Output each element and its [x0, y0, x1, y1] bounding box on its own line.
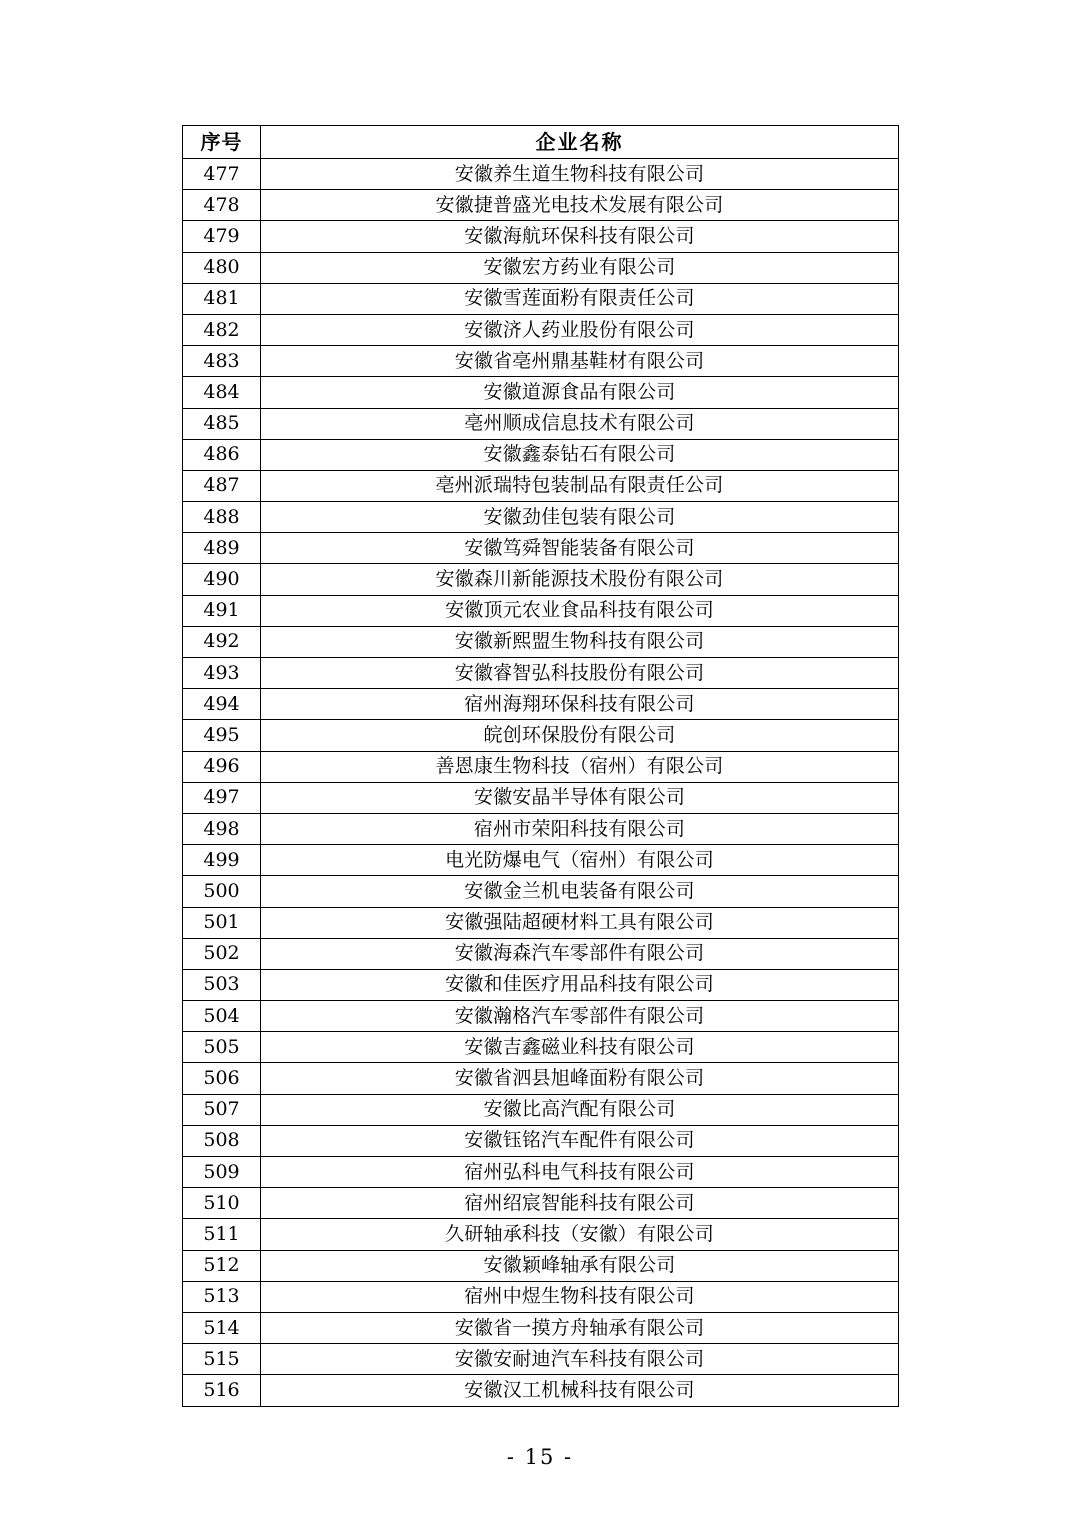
table-row: [183, 1063, 899, 1094]
cell-enterprise-name: 安徽金兰机电装备有限公司: [261, 876, 899, 907]
cell-enterprise-name: 安徽道源食品有限公司: [261, 377, 899, 408]
cell-enterprise-name: 安徽省亳州鼎基鞋材有限公司: [261, 346, 899, 377]
cell-index: 498: [183, 813, 261, 844]
cell-index: 487: [183, 470, 261, 501]
cell-enterprise-name: 安徽吉鑫磁业科技有限公司: [261, 1032, 899, 1063]
column-header-enterprise-name: 企业名称: [261, 126, 899, 159]
cell-enterprise-name: 安徽比高汽配有限公司: [261, 1094, 899, 1125]
cell-index: 506: [183, 1063, 261, 1094]
cell-index: 491: [183, 595, 261, 626]
table-row: [183, 751, 899, 782]
cell-enterprise-name: 电光防爆电气（宿州）有限公司: [261, 845, 899, 876]
cell-enterprise-name: 安徽和佳医疗用品科技有限公司: [261, 969, 899, 1000]
table-row: [183, 1219, 899, 1250]
table-row: [183, 1094, 899, 1125]
table-row: [183, 190, 899, 221]
cell-enterprise-name: 安徽鑫泰钻石有限公司: [261, 439, 899, 470]
cell-index: 479: [183, 221, 261, 252]
cell-index: 492: [183, 626, 261, 657]
cell-enterprise-name: 宿州弘科电气科技有限公司: [261, 1157, 899, 1188]
cell-index: 502: [183, 938, 261, 969]
table-row: [183, 314, 899, 345]
cell-enterprise-name: 安徽省一摸方舟轴承有限公司: [261, 1312, 899, 1343]
table-row: [183, 969, 899, 1000]
cell-enterprise-name: 安徽海森汽车零部件有限公司: [261, 938, 899, 969]
cell-index: 510: [183, 1188, 261, 1219]
cell-enterprise-name: 安徽颖峰轴承有限公司: [261, 1250, 899, 1281]
cell-enterprise-name: 宿州海翔环保科技有限公司: [261, 689, 899, 720]
enterprise-list-table-container: [182, 125, 898, 1407]
cell-index: 497: [183, 782, 261, 813]
table-row: [183, 252, 899, 283]
cell-index: 513: [183, 1281, 261, 1312]
cell-enterprise-name: 安徽捷普盛光电技术发展有限公司: [261, 190, 899, 221]
table-row: [183, 782, 899, 813]
table-row: [183, 533, 899, 564]
table-header-row: [183, 126, 899, 159]
cell-index: 481: [183, 283, 261, 314]
cell-enterprise-name: 安徽雪莲面粉有限责任公司: [261, 283, 899, 314]
cell-index: 483: [183, 346, 261, 377]
cell-enterprise-name: 安徽安耐迪汽车科技有限公司: [261, 1344, 899, 1375]
table-row: [183, 1188, 899, 1219]
table-row: [183, 658, 899, 689]
cell-index: 496: [183, 751, 261, 782]
table-row: [183, 1250, 899, 1281]
cell-index: 485: [183, 408, 261, 439]
cell-index: 508: [183, 1125, 261, 1156]
cell-index: 509: [183, 1157, 261, 1188]
cell-enterprise-name: 安徽钰铭汽车配件有限公司: [261, 1125, 899, 1156]
table-row: [183, 1344, 899, 1375]
cell-enterprise-name: 安徽顶元农业食品科技有限公司: [261, 595, 899, 626]
table-row: [183, 845, 899, 876]
cell-index: 515: [183, 1344, 261, 1375]
page-number: - 15 -: [506, 1445, 574, 1469]
cell-index: 514: [183, 1312, 261, 1343]
table-row: [183, 1375, 899, 1406]
cell-index: 478: [183, 190, 261, 221]
cell-enterprise-name: 安徽济人药业股份有限公司: [261, 314, 899, 345]
table-row: [183, 876, 899, 907]
table-row: [183, 408, 899, 439]
cell-enterprise-name: 安徽宏方药业有限公司: [261, 252, 899, 283]
cell-enterprise-name: 亳州派瑞特包装制品有限责任公司: [261, 470, 899, 501]
cell-enterprise-name: 安徽笃舜智能装备有限公司: [261, 533, 899, 564]
cell-enterprise-name: 久研轴承科技（安徽）有限公司: [261, 1219, 899, 1250]
cell-enterprise-name: 安徽省泗县旭峰面粉有限公司: [261, 1063, 899, 1094]
table-row: [183, 907, 899, 938]
cell-enterprise-name: 安徽瀚格汽车零部件有限公司: [261, 1001, 899, 1032]
cell-enterprise-name: 安徽强陆超硬材料工具有限公司: [261, 907, 899, 938]
cell-enterprise-name: 皖创环保股份有限公司: [261, 720, 899, 751]
table-row: [183, 813, 899, 844]
cell-index: 486: [183, 439, 261, 470]
table-row: [183, 1281, 899, 1312]
cell-index: 477: [183, 159, 261, 190]
table-row: [183, 1157, 899, 1188]
cell-enterprise-name: 安徽养生道生物科技有限公司: [261, 159, 899, 190]
cell-index: 489: [183, 533, 261, 564]
table-row: [183, 1001, 899, 1032]
cell-index: 500: [183, 876, 261, 907]
table-row: [183, 595, 899, 626]
cell-enterprise-name: 宿州市荣阳科技有限公司: [261, 813, 899, 844]
cell-index: 488: [183, 502, 261, 533]
column-header-index: 序号: [183, 126, 261, 159]
enterprise-list-table: [182, 125, 899, 1407]
cell-index: 507: [183, 1094, 261, 1125]
cell-enterprise-name: 安徽安晶半导体有限公司: [261, 782, 899, 813]
table-row: [183, 346, 899, 377]
table-row: [183, 439, 899, 470]
table-row: [183, 283, 899, 314]
cell-index: 503: [183, 969, 261, 1000]
cell-index: 512: [183, 1250, 261, 1281]
cell-enterprise-name: 安徽劲佳包装有限公司: [261, 502, 899, 533]
cell-index: 482: [183, 314, 261, 345]
cell-index: 495: [183, 720, 261, 751]
cell-enterprise-name: 亳州顺成信息技术有限公司: [261, 408, 899, 439]
table-row: [183, 1125, 899, 1156]
cell-index: 494: [183, 689, 261, 720]
cell-enterprise-name: 安徽新熙盟生物科技有限公司: [261, 626, 899, 657]
table-row: [183, 720, 899, 751]
cell-enterprise-name: 安徽森川新能源技术股份有限公司: [261, 564, 899, 595]
cell-index: 490: [183, 564, 261, 595]
cell-index: 480: [183, 252, 261, 283]
table-row: [183, 1032, 899, 1063]
cell-index: 493: [183, 658, 261, 689]
cell-enterprise-name: 安徽睿智弘科技股份有限公司: [261, 658, 899, 689]
table-row: [183, 221, 899, 252]
table-row: [183, 1312, 899, 1343]
table-row: [183, 689, 899, 720]
cell-enterprise-name: 宿州中煜生物科技有限公司: [261, 1281, 899, 1312]
table-row: [183, 564, 899, 595]
cell-enterprise-name: 宿州绍宸智能科技有限公司: [261, 1188, 899, 1219]
table-row: [183, 938, 899, 969]
table-row: [183, 377, 899, 408]
cell-index: 504: [183, 1001, 261, 1032]
cell-index: 511: [183, 1219, 261, 1250]
cell-enterprise-name: 安徽海航环保科技有限公司: [261, 221, 899, 252]
cell-enterprise-name: 善恩康生物科技（宿州）有限公司: [261, 751, 899, 782]
table-body: [183, 159, 899, 1407]
cell-index: 484: [183, 377, 261, 408]
table-row: [183, 159, 899, 190]
cell-index: 505: [183, 1032, 261, 1063]
cell-index: 499: [183, 845, 261, 876]
table-row: [183, 502, 899, 533]
table-row: [183, 470, 899, 501]
table-row: [183, 626, 899, 657]
table-header: [183, 126, 899, 159]
cell-enterprise-name: 安徽汉工机械科技有限公司: [261, 1375, 899, 1406]
cell-index: 501: [183, 907, 261, 938]
cell-index: 516: [183, 1375, 261, 1406]
